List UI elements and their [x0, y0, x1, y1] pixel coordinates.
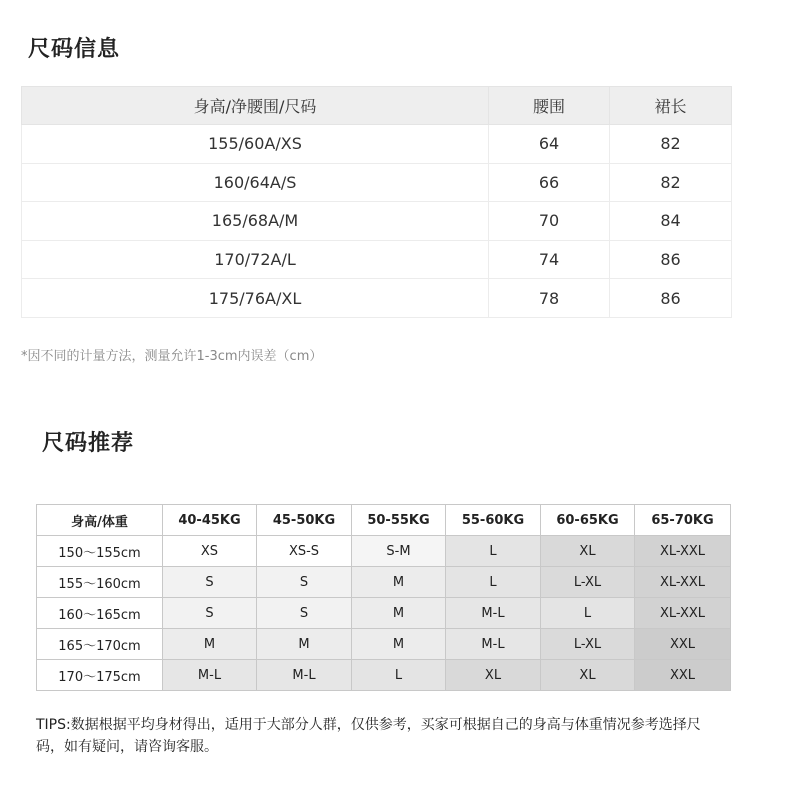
table-row — [37, 567, 731, 598]
table-row — [22, 202, 732, 241]
waist-cell: 64 — [489, 125, 610, 164]
recommended-size-cell: S — [163, 567, 257, 598]
recommended-size-cell: XL-XXL — [635, 598, 731, 629]
skirt-length-cell: 86 — [610, 279, 732, 318]
waist-cell: 66 — [489, 163, 610, 202]
recommended-size-cell: XL-XXL — [635, 536, 731, 567]
size-info-header-row — [22, 87, 732, 125]
size-info-title: 尺码信息 — [28, 37, 121, 62]
recommended-size-cell: S — [163, 598, 257, 629]
height-range-cell: 165～170cm — [37, 629, 163, 660]
table-row — [37, 629, 731, 660]
recommended-size-cell: M — [352, 629, 446, 660]
recommended-size-cell: XL-XXL — [635, 567, 731, 598]
table-row — [22, 240, 732, 279]
recommended-size-cell: XXL — [635, 660, 731, 691]
waist-cell: 78 — [489, 279, 610, 318]
size-recommend-table — [36, 504, 731, 691]
header-waist: 腰围 — [489, 87, 610, 125]
recommended-size-cell: XL — [541, 660, 635, 691]
header-height-weight: 身高/体重 — [37, 505, 163, 536]
table-row — [22, 125, 732, 164]
recommended-size-cell: XS-S — [257, 536, 352, 567]
recommended-size-cell: M — [352, 598, 446, 629]
recommended-size-cell: M-L — [163, 660, 257, 691]
recommended-size-cell: XXL — [635, 629, 731, 660]
recommended-size-cell: S-M — [352, 536, 446, 567]
header-weight-range: 50-55KG — [352, 505, 446, 536]
height-range-cell: 155～160cm — [37, 567, 163, 598]
tips-text: TIPS:数据根据平均身材得出，适用于大部分人群，仅供参考，买家可根据自己的身高与体重情况参考选择尺码，如有疑问，请咨询客服。 — [36, 717, 701, 755]
size-info-table — [21, 86, 732, 318]
recommended-size-cell: L — [352, 660, 446, 691]
recommended-size-cell: L — [541, 598, 635, 629]
recommended-size-cell: L — [446, 536, 541, 567]
skirt-length-cell: 82 — [610, 125, 732, 164]
size-label-cell: 170/72A/L — [22, 240, 489, 279]
recommended-size-cell: S — [257, 598, 352, 629]
recommended-size-cell: M — [163, 629, 257, 660]
height-range-cell: 170～175cm — [37, 660, 163, 691]
header-weight-range: 60-65KG — [541, 505, 635, 536]
header-weight-range: 40-45KG — [163, 505, 257, 536]
skirt-length-cell: 86 — [610, 240, 732, 279]
waist-cell: 74 — [489, 240, 610, 279]
recommended-size-cell: L — [446, 567, 541, 598]
size-label-cell: 165/68A/M — [22, 202, 489, 241]
recommended-size-cell: M — [352, 567, 446, 598]
recommended-size-cell: L-XL — [541, 567, 635, 598]
header-weight-range: 45-50KG — [257, 505, 352, 536]
recommended-size-cell: M-L — [446, 598, 541, 629]
measurement-note: *因不同的计量方法，测量允许1-3cm内误差（cm） — [21, 349, 323, 364]
table-row — [37, 660, 731, 691]
header-weight-range: 55-60KG — [446, 505, 541, 536]
table-row — [37, 598, 731, 629]
waist-cell: 70 — [489, 202, 610, 241]
recommend-header-row — [37, 505, 731, 536]
size-recommend-title: 尺码推荐 — [42, 431, 135, 456]
size-label-cell: 175/76A/XL — [22, 279, 489, 318]
table-row — [37, 536, 731, 567]
size-label-cell: 160/64A/S — [22, 163, 489, 202]
recommended-size-cell: M — [257, 629, 352, 660]
table-row — [22, 163, 732, 202]
recommended-size-cell: XL — [541, 536, 635, 567]
header-skirt-length: 裙长 — [610, 87, 732, 125]
header-weight-range: 65-70KG — [635, 505, 731, 536]
recommended-size-cell: M-L — [257, 660, 352, 691]
recommended-size-cell: XL — [446, 660, 541, 691]
table-row — [22, 279, 732, 318]
recommended-size-cell: L-XL — [541, 629, 635, 660]
height-range-cell: 150～155cm — [37, 536, 163, 567]
recommended-size-cell: M-L — [446, 629, 541, 660]
header-height-waist-size: 身高/净腰围/尺码 — [22, 87, 489, 125]
recommended-size-cell: XS — [163, 536, 257, 567]
size-label-cell: 155/60A/XS — [22, 125, 489, 164]
height-range-cell: 160～165cm — [37, 598, 163, 629]
skirt-length-cell: 84 — [610, 202, 732, 241]
recommended-size-cell: S — [257, 567, 352, 598]
skirt-length-cell: 82 — [610, 163, 732, 202]
